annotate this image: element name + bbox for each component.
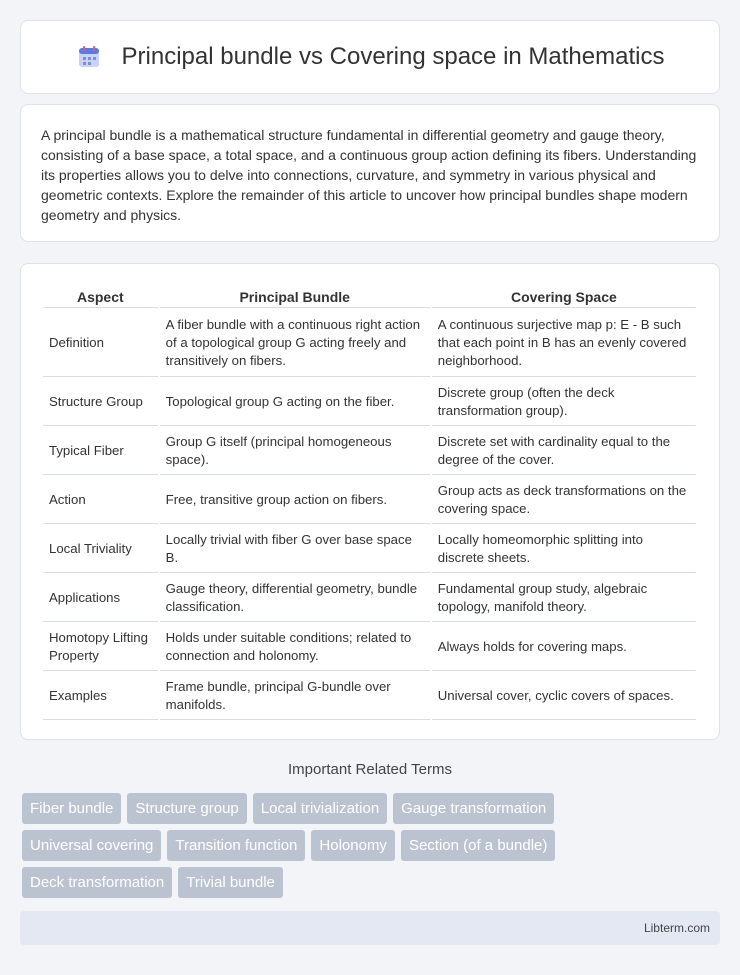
aspect-cell: Examples: [43, 673, 158, 720]
column-header: Aspect: [43, 286, 158, 308]
covering-space-cell: Universal cover, cyclic covers of spaces.: [432, 673, 696, 720]
aspect-cell: Applications: [43, 575, 158, 622]
covering-space-cell: Locally homeomorphic splitting into discrete sheets.: [432, 526, 696, 573]
column-header: Covering Space: [432, 286, 696, 308]
aspect-cell: Typical Fiber: [43, 428, 158, 475]
related-term-tag[interactable]: Fiber bundle: [22, 793, 121, 824]
table-row: [43, 624, 696, 671]
tag-row: [22, 867, 722, 898]
related-term-tag[interactable]: Universal covering: [22, 830, 161, 861]
principal-bundle-cell: Topological group G acting on the fiber.: [160, 379, 430, 426]
principal-bundle-cell: Gauge theory, differential geometry, bundle classification.: [160, 575, 430, 622]
table-row: [43, 428, 696, 475]
table-row: [43, 477, 696, 524]
related-term-tag[interactable]: Holonomy: [311, 830, 395, 861]
covering-space-cell: Group acts as deck transformations on the covering space.: [432, 477, 696, 524]
related-terms: [22, 793, 722, 904]
table-row: [43, 575, 696, 622]
covering-space-cell: A continuous surjective map p: E - B such that each point in B has an evenly covered neighborhood.: [432, 310, 696, 377]
related-term-tag[interactable]: Deck transformation: [22, 867, 172, 898]
table-row: [43, 673, 696, 720]
tag-row: [22, 793, 722, 824]
comparison-card: [20, 263, 720, 740]
principal-bundle-cell: Holds under suitable conditions; related to connection and holonomy.: [160, 624, 430, 671]
principal-bundle-cell: Locally trivial with fiber G over base space B.: [160, 526, 430, 573]
intro-card: [20, 104, 720, 242]
related-term-tag[interactable]: Local trivialization: [253, 793, 387, 824]
principal-bundle-cell: Frame bundle, principal G-bundle over manifolds.: [160, 673, 430, 720]
comparison-table: [41, 284, 698, 722]
covering-space-cell: Discrete group (often the deck transformation group).: [432, 379, 696, 426]
related-terms-title: Important Related Terms: [288, 761, 452, 778]
header-card: [20, 20, 720, 94]
table-row: [43, 310, 696, 377]
related-term-tag[interactable]: Trivial bundle: [178, 867, 283, 898]
related-term-tag[interactable]: Structure group: [127, 793, 246, 824]
aspect-cell: Action: [43, 477, 158, 524]
aspect-cell: Structure Group: [43, 379, 158, 426]
covering-space-cell: Fundamental group study, algebraic topology, manifold theory.: [432, 575, 696, 622]
covering-space-cell: Always holds for covering maps.: [432, 624, 696, 671]
footer: [20, 911, 720, 945]
aspect-cell: Local Triviality: [43, 526, 158, 573]
related-term-tag[interactable]: Transition function: [167, 830, 305, 861]
aspect-cell: Definition: [43, 310, 158, 377]
covering-space-cell: Discrete set with cardinality equal to the degree of the cover.: [432, 428, 696, 475]
principal-bundle-cell: Free, transitive group action on fibers.: [160, 477, 430, 524]
related-term-tag[interactable]: Section (of a bundle): [401, 830, 555, 861]
column-header: Principal Bundle: [160, 286, 430, 308]
table-row: [43, 379, 696, 426]
table-row: [43, 526, 696, 573]
principal-bundle-cell: Group G itself (principal homogeneous space).: [160, 428, 430, 475]
calendar-icon: [76, 44, 102, 70]
tag-row: [22, 830, 722, 861]
footer-site[interactable]: Libterm.com: [643, 921, 710, 935]
intro-text: A principal bundle is a mathematical structure fundamental in differential geometry and gauge theory, consisting of a base space, a total space, and a continuous group action defining its fibers. Understanding its properties allows you to delve into connections, curvature, and symmetry in various physical and geometric contexts. Explore the remainder of this article to uncover how principal bundles shape modern geometry and physics.: [41, 127, 697, 223]
principal-bundle-cell: A fiber bundle with a continuous right action of a topological group G acting freely and transitively on fibers.: [160, 310, 430, 377]
aspect-cell: Homotopy Lifting Property: [43, 624, 158, 671]
page-title: Principal bundle vs Covering space in Mathematics: [121, 43, 665, 70]
related-term-tag[interactable]: Gauge transformation: [393, 793, 554, 824]
